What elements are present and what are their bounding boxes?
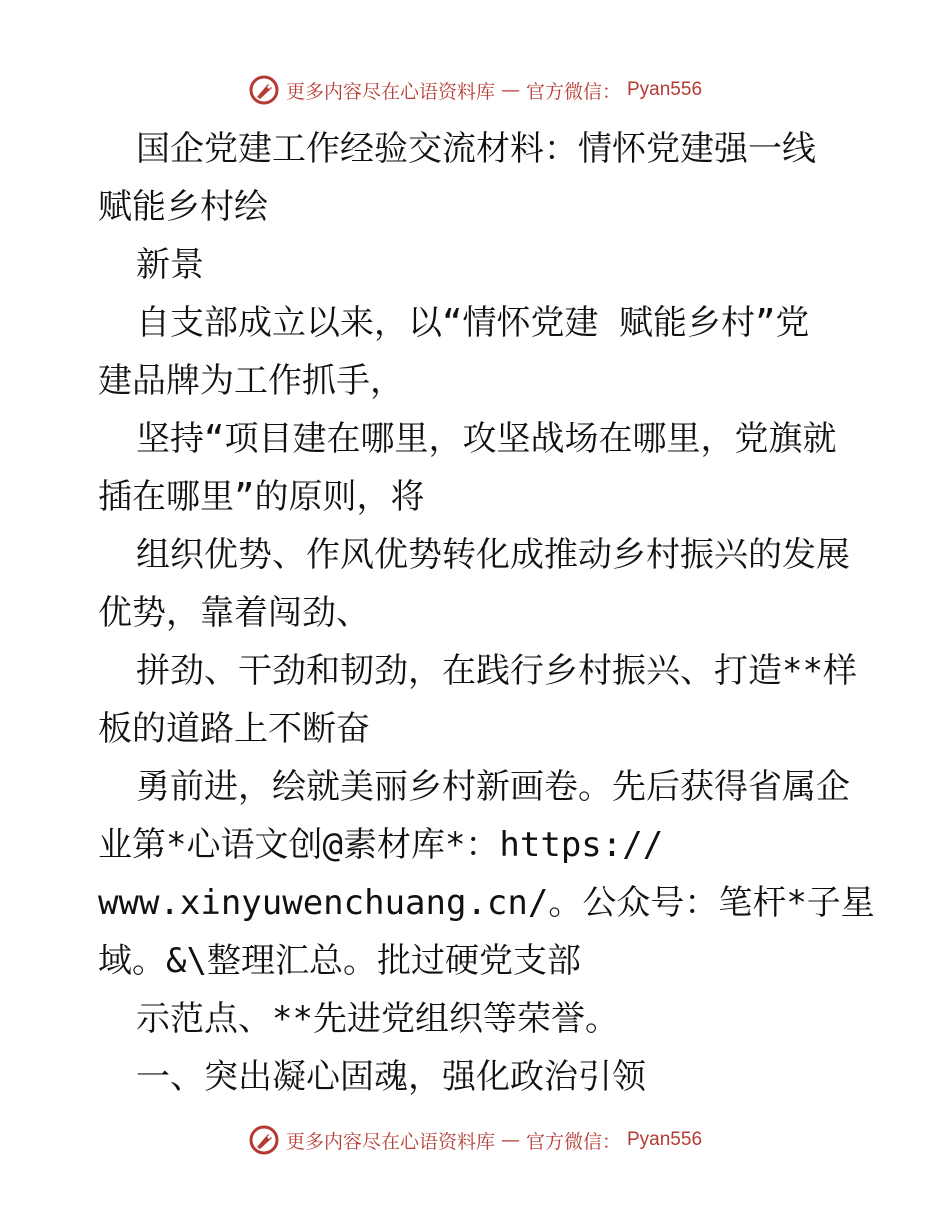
watermark-site-text: 更多内容尽在心语资料库 (285, 80, 495, 103)
watermark-wechat-id: Pyan556 (627, 79, 703, 100)
doc-line (98, 932, 868, 990)
doc-line (98, 700, 868, 758)
watermark-official-text: 官方微信： (525, 1130, 621, 1153)
doc-line-text: 拼劲、干劲和韧劲，在践行乡村振兴、打造**样 (136, 651, 857, 691)
doc-line (98, 874, 875, 932)
watermark-dash: — (500, 1129, 520, 1151)
doc-line (98, 990, 868, 1048)
watermark-banner-top (0, 70, 950, 110)
doc-line-text: 建品牌为工作抓手， (98, 361, 404, 401)
doc-line-text: 优势，靠着闯劲、 (98, 593, 370, 633)
doc-line (98, 352, 868, 410)
watermark-banner-bottom (0, 1120, 950, 1160)
doc-line-text: 新景 (136, 245, 204, 285)
doc-line-text: 组织优势、作风优势转化成推动乡村振兴的发展 (136, 535, 850, 575)
doc-line-text: 一、突出凝心固魂，强化政治引领 (136, 1057, 646, 1097)
doc-line (98, 178, 868, 236)
doc-line (98, 294, 868, 352)
document-body (98, 120, 875, 1106)
doc-line-text: 自支部成立以来，以“情怀党建 赋能乡村”党 (136, 303, 810, 343)
doc-line-text: 示范点、**先进党组织等荣誉。 (136, 999, 619, 1039)
doc-line-text: 坚持“项目建在哪里，攻坚战场在哪里，党旗就 (136, 419, 837, 459)
watermark-official-text: 官方微信： (525, 80, 621, 103)
doc-line (98, 816, 868, 874)
doc-line (98, 758, 868, 816)
watermark-site-text: 更多内容尽在心语资料库 (285, 1130, 495, 1153)
doc-line-text: 国企党建工作经验交流材料：情怀党建强一线 (136, 129, 816, 169)
doc-line (98, 642, 868, 700)
doc-line-text: 赋能乡村绘 (98, 187, 268, 227)
doc-line-text: 域。&\整理汇总。批过硬党支部 (98, 941, 581, 981)
pen-nib-circle-icon (248, 1124, 280, 1156)
doc-line (98, 236, 868, 294)
doc-line-text: 业第*心语文创@素材库*：https:// (98, 825, 664, 865)
doc-line (98, 468, 868, 526)
watermark-dash: — (500, 79, 520, 101)
pen-nib-circle-icon (248, 74, 280, 106)
doc-line (98, 584, 868, 642)
doc-line (98, 120, 868, 178)
doc-line-text: 勇前进，绘就美丽乡村新画卷。先后获得省属企 (136, 767, 850, 807)
doc-line (98, 410, 868, 468)
doc-line-text: 板的道路上不断奋 (98, 709, 370, 749)
doc-line (98, 526, 868, 584)
watermark-wechat-id: Pyan556 (627, 1129, 703, 1150)
doc-line-text: www.xinyuwenchuang.cn/。公众号：笔杆*子星 (98, 883, 875, 923)
doc-line (98, 1048, 868, 1106)
doc-line-text: 插在哪里”的原则，将 (98, 477, 425, 517)
